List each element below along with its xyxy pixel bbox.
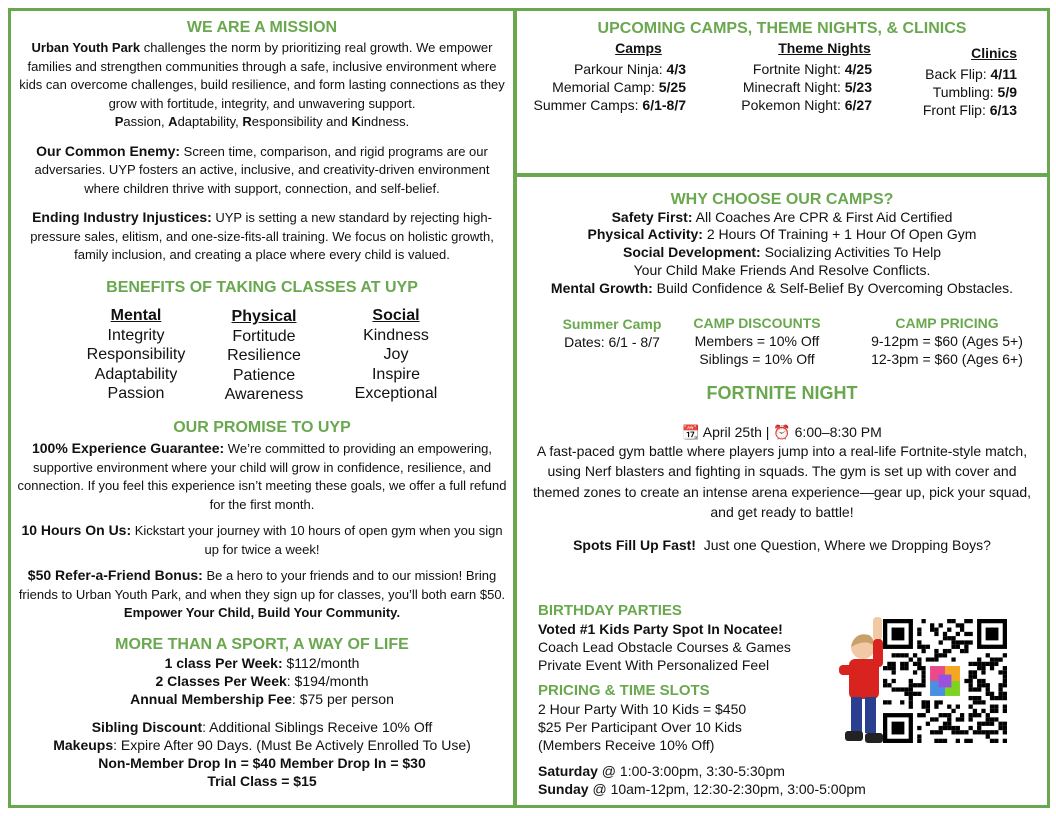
qr-code-image xyxy=(883,619,1007,743)
calendar-icon: 📆 xyxy=(682,424,700,440)
list-item: Joy xyxy=(383,346,409,363)
refer-a-friend: $50 Refer-a-Friend Bonus: Be a hero to your friends and to our mission! Bring friends to Urban Youth Park, and when they sign up for classes, you’ll both earn $50. Empower Your Child, Build Your Community. xyxy=(18,567,506,620)
trial-class: Trial Class = $15 xyxy=(207,773,317,789)
pricing-title: PRICING & TIME SLOTS xyxy=(538,682,710,699)
summer-camp-title: Summer Camp xyxy=(562,316,662,332)
social-header: Social xyxy=(372,307,420,324)
mission-text: Urban Youth Park challenges the norm by prioritizing real growth. We empower families and strengthen communities through a safe, inclusive environment where kids can overcome challenges, build resilience, and form lasting connections as they grow with fortitude, integrity, and unwavering support. Passion, Adaptability, Responsibility and Kindness. xyxy=(19,40,505,129)
safety-first: Safety First: All Coaches Are CPR & First Aid Certified xyxy=(611,208,953,225)
discount-line: Members = 10% Off xyxy=(694,333,820,349)
list-item: Integrity xyxy=(107,326,165,344)
fortnite-datetime: 📆 April 25th | ⏰ 6:00–8:30 PM xyxy=(682,424,882,440)
pricing-line: (Members Receive 10% Off) xyxy=(538,737,715,753)
theme-nights-column xyxy=(717,39,872,114)
birthday-line: Private Event With Personalized Feel xyxy=(538,657,770,673)
camps-column xyxy=(521,39,686,114)
promise-title: OUR PROMISE TO UYP xyxy=(173,419,351,436)
list-item: Fortitude xyxy=(232,327,296,345)
list-item: Resilience xyxy=(227,347,301,364)
list-item: Pokemon Night: 6/27 xyxy=(741,97,872,113)
why-section xyxy=(517,191,1047,297)
list-item: Passion xyxy=(107,385,165,402)
drop-in: Non-Member Drop In = $40 Member Drop In = $30 xyxy=(98,755,426,771)
saturday-slots: Saturday @ 1:00-3:00pm, 3:30-5:30pm xyxy=(538,763,785,779)
pricing-line: 2 Hour Party With 10 Kids = $450 xyxy=(538,701,747,717)
summer-camp-dates: Dates: 6/1 - 8/7 xyxy=(564,334,660,350)
mission-section xyxy=(17,19,507,265)
benefits-physical-column xyxy=(214,307,314,405)
price-line: 2 Classes Per Week: $194/month xyxy=(155,673,369,689)
clinics-column xyxy=(907,44,1017,119)
pricing-line: 9-12pm = $60 (Ages 5+) xyxy=(871,333,1023,349)
camp-discounts-title: CAMP DISCOUNTS xyxy=(693,315,821,331)
list-item: Adaptability xyxy=(94,365,178,383)
makeups: Makeups: Expire After 90 Days. (Must Be Actively Enrolled To Use) xyxy=(53,737,471,753)
discount-line: Siblings = 10% Off xyxy=(699,351,815,367)
why-title: WHY CHOOSE OUR CAMPS? xyxy=(670,191,894,208)
camp-discounts-block xyxy=(682,314,832,368)
list-item: Inspire xyxy=(371,365,421,383)
ten-hours: 10 Hours On Us: Kickstart your journey with 10 hours of open gym when you sign up for twice a week! xyxy=(21,522,503,557)
sibling-discount: Sibling Discount: Additional Siblings Receive 10% Off xyxy=(91,719,433,735)
fortnite-title: FORTNITE NIGHT xyxy=(706,383,858,403)
experience-guarantee: 100% Experience Guarantee: We’re committed to providing an empowering, supportive environment where your child will grow in confidence, resilience, and connection. If you feel this experience isn’t meeting these goals, we offer a full refund for the first month. xyxy=(17,440,507,512)
list-item: Fortnite Night: 4/25 xyxy=(752,61,872,77)
alarm-clock-icon: ⏰ xyxy=(773,424,791,440)
birthday-section xyxy=(538,602,866,798)
list-item: Parkour Ninja: 4/3 xyxy=(573,61,686,77)
list-item: Kindness xyxy=(363,326,429,344)
clinics-header: Clinics xyxy=(971,45,1017,61)
physical-activity: Physical Activity: 2 Hours Of Training + 1 Hour Of Open Gym xyxy=(587,226,977,243)
list-item: Responsibility xyxy=(86,346,186,363)
list-item: Memorial Camp: 5/25 xyxy=(552,79,686,95)
fortnite-description: A fast-paced gym battle where players jump into a real-life Fortnite-style match, using Nerf blasters and fighting in squads. The gym is set up with cover and themed zones to create an intense arena experience—gear up, pick your squad, and get ready to battle! xyxy=(532,443,1032,521)
summer-camp-block xyxy=(547,315,677,351)
mission-title: WE ARE A MISSION xyxy=(186,19,338,36)
birthday-line: Coach Lead Obstacle Courses & Games xyxy=(538,639,791,655)
camp-pricing-block xyxy=(857,314,1037,368)
list-item: Exceptional xyxy=(354,385,438,402)
pricing-line: $25 Per Participant Over 10 Kids xyxy=(538,719,742,735)
camps-header: Camps xyxy=(615,40,662,56)
voted-line: Voted #1 Kids Party Spot In Nocatee! xyxy=(538,621,783,637)
list-item: Awareness xyxy=(224,386,304,403)
promise-section xyxy=(17,419,507,623)
benefits-social-column xyxy=(341,306,451,404)
benefits-mental-column xyxy=(81,306,191,404)
sunday-slots: Sunday @ 10am-12pm, 12:30-2:30pm, 3:00-5:00pm xyxy=(538,781,866,797)
industry-injustices: Ending Industry Injustices: UYP is setting a new standard by rejecting high-pressure sales, elitism, and one-size-fits-all training. We focus on holistic growth, family inclusion, and creating a place where every child is valued. xyxy=(30,209,494,262)
social-development: Social Development: Socializing Activities To Help xyxy=(623,244,941,261)
list-item: Patience xyxy=(232,366,296,384)
sport-section xyxy=(17,636,507,790)
theme-nights-header: Theme Nights xyxy=(778,40,871,56)
common-enemy: Our Common Enemy: Screen time, comparison, and rigid programs are our adversaries. UYP fosters an active, inclusive, and creativity-driven environment where children thrive with support, connection, and self-belief. xyxy=(34,142,490,196)
upcoming-panel xyxy=(514,8,1050,176)
benefits-title: BENEFITS OF TAKING CLASSES AT UYP xyxy=(106,279,418,296)
list-item: Summer Camps: 6/1-8/7 xyxy=(533,97,686,113)
list-item: Tumbling: 5/9 xyxy=(932,84,1017,100)
camps-panel xyxy=(514,174,1050,808)
list-item: Front Flip: 6/13 xyxy=(922,102,1017,118)
sport-title: MORE THAN A SPORT, A WAY OF LIFE xyxy=(115,636,409,653)
physical-header: Physical xyxy=(231,308,297,325)
price-line: Annual Membership Fee: $75 per person xyxy=(130,691,394,707)
spots-fill-up: Spots Fill Up Fast! Just one Question, Where we Dropping Boys? xyxy=(573,536,991,553)
fortnite-section xyxy=(517,383,1047,553)
price-line: 1 class Per Week: $112/month xyxy=(164,655,360,671)
mental-growth: Mental Growth: Build Confidence & Self-Belief By Overcoming Obstacles. xyxy=(550,279,1014,296)
social-development-cont: Your Child Make Friends And Resolve Conflicts. xyxy=(633,261,931,278)
pricing-line: 12-3pm = $60 (Ages 6+) xyxy=(871,351,1023,367)
upcoming-title: UPCOMING CAMPS, THEME NIGHTS, & CLINICS xyxy=(597,20,967,37)
left-panel xyxy=(8,8,516,808)
mental-header: Mental xyxy=(110,307,162,324)
birthday-title: BIRTHDAY PARTIES xyxy=(538,602,682,619)
list-item: Minecraft Night: 5/23 xyxy=(742,79,872,95)
camp-pricing-title: CAMP PRICING xyxy=(895,315,999,331)
list-item: Back Flip: 4/11 xyxy=(925,66,1017,82)
